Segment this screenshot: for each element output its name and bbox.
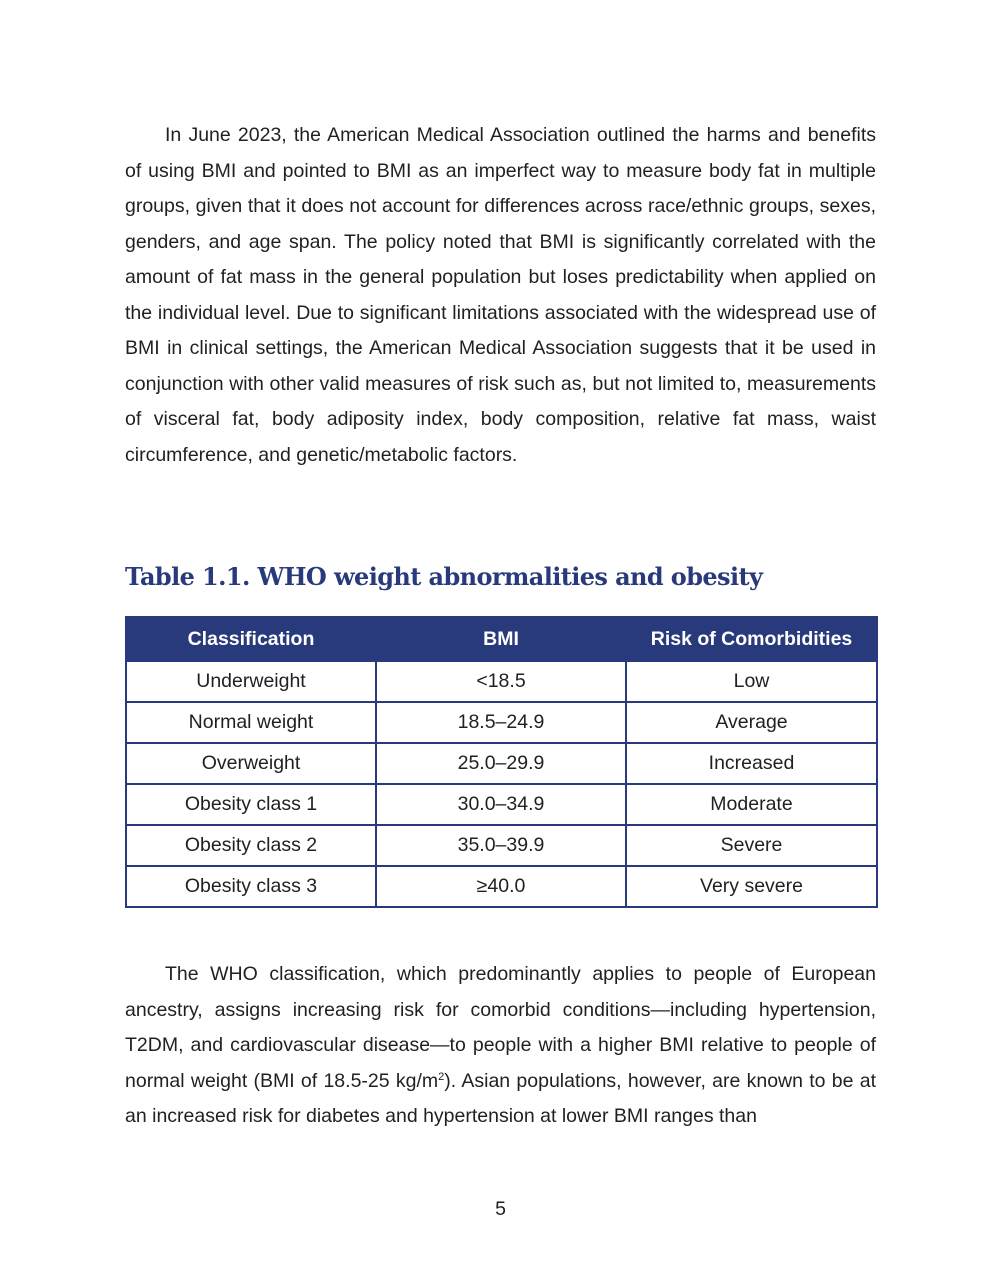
cell-classification: Underweight — [126, 661, 376, 702]
header-bmi: BMI — [376, 617, 626, 661]
cell-bmi: <18.5 — [376, 661, 626, 702]
cell-risk: Increased — [626, 743, 877, 784]
table-row — [126, 825, 877, 866]
table-title: Table 1.1. WHO weight abnormalities and obesity — [125, 562, 763, 591]
cell-risk: Very severe — [626, 866, 877, 907]
cell-classification: Obesity class 1 — [126, 784, 376, 825]
cell-bmi: 35.0–39.9 — [376, 825, 626, 866]
cell-risk: Average — [626, 702, 877, 743]
cell-bmi: 30.0–34.9 — [376, 784, 626, 825]
cell-classification: Obesity class 2 — [126, 825, 376, 866]
cell-risk: Low — [626, 661, 877, 702]
document-page — [125, 0, 876, 1279]
header-risk: Risk of Comorbidities — [626, 617, 877, 661]
table-row — [126, 866, 877, 907]
table-row — [126, 702, 877, 743]
body-paragraph-who — [125, 957, 876, 1135]
cell-risk: Moderate — [626, 784, 877, 825]
table-header-row — [126, 617, 877, 661]
table-row — [126, 661, 877, 702]
paragraph-text-continued: ). Asian populations, however, are known to be at an increased risk for diabetes and hypertension at lower BMI ranges than — [125, 1069, 876, 1127]
cell-classification: Overweight — [126, 743, 376, 784]
table-row — [126, 743, 877, 784]
cell-risk: Severe — [626, 825, 877, 866]
superscript-exponent: 2 — [438, 1070, 445, 1083]
header-classification: Classification — [126, 617, 376, 661]
cell-classification: Obesity class 3 — [126, 866, 376, 907]
cell-bmi: 18.5–24.9 — [376, 702, 626, 743]
cell-bmi: 25.0–29.9 — [376, 743, 626, 784]
who-classification-table — [125, 616, 878, 908]
table-row — [126, 784, 877, 825]
body-paragraph-ama: In June 2023, the American Medical Association outlined the harms and benefits of using BMI and pointed to BMI as an imperfect way to measure body fat in multiple groups, given that it does not account for differences across race/ethnic groups, sexes, genders, and age span. The policy noted that BMI is significantly correlated with the amount of fat mass in the general population but loses predictability when applied on the individual level. Due to significant limitations associated with the widespread use of BMI in clinical settings, the American Medical Association suggests that it be used in conjunction with other valid measures of risk such as, but not limited to, measurements of visceral fat, body adiposity index, body composition, relative fat mass, waist circumference, and genetic/metabolic factors. — [125, 124, 876, 466]
cell-bmi: ≥40.0 — [376, 866, 626, 907]
page-number: 5 — [495, 1198, 506, 1220]
paragraph-text: The WHO classification, which predominantly applies to people of European ancestry, assigns increasing risk for comorbid conditions—including hypertension, T2DM, and cardiovascular disease—to people with a higher BMI relative to people of normal weight (BMI of 18.5-25 kg/m — [125, 963, 876, 1092]
cell-classification: Normal weight — [126, 702, 376, 743]
